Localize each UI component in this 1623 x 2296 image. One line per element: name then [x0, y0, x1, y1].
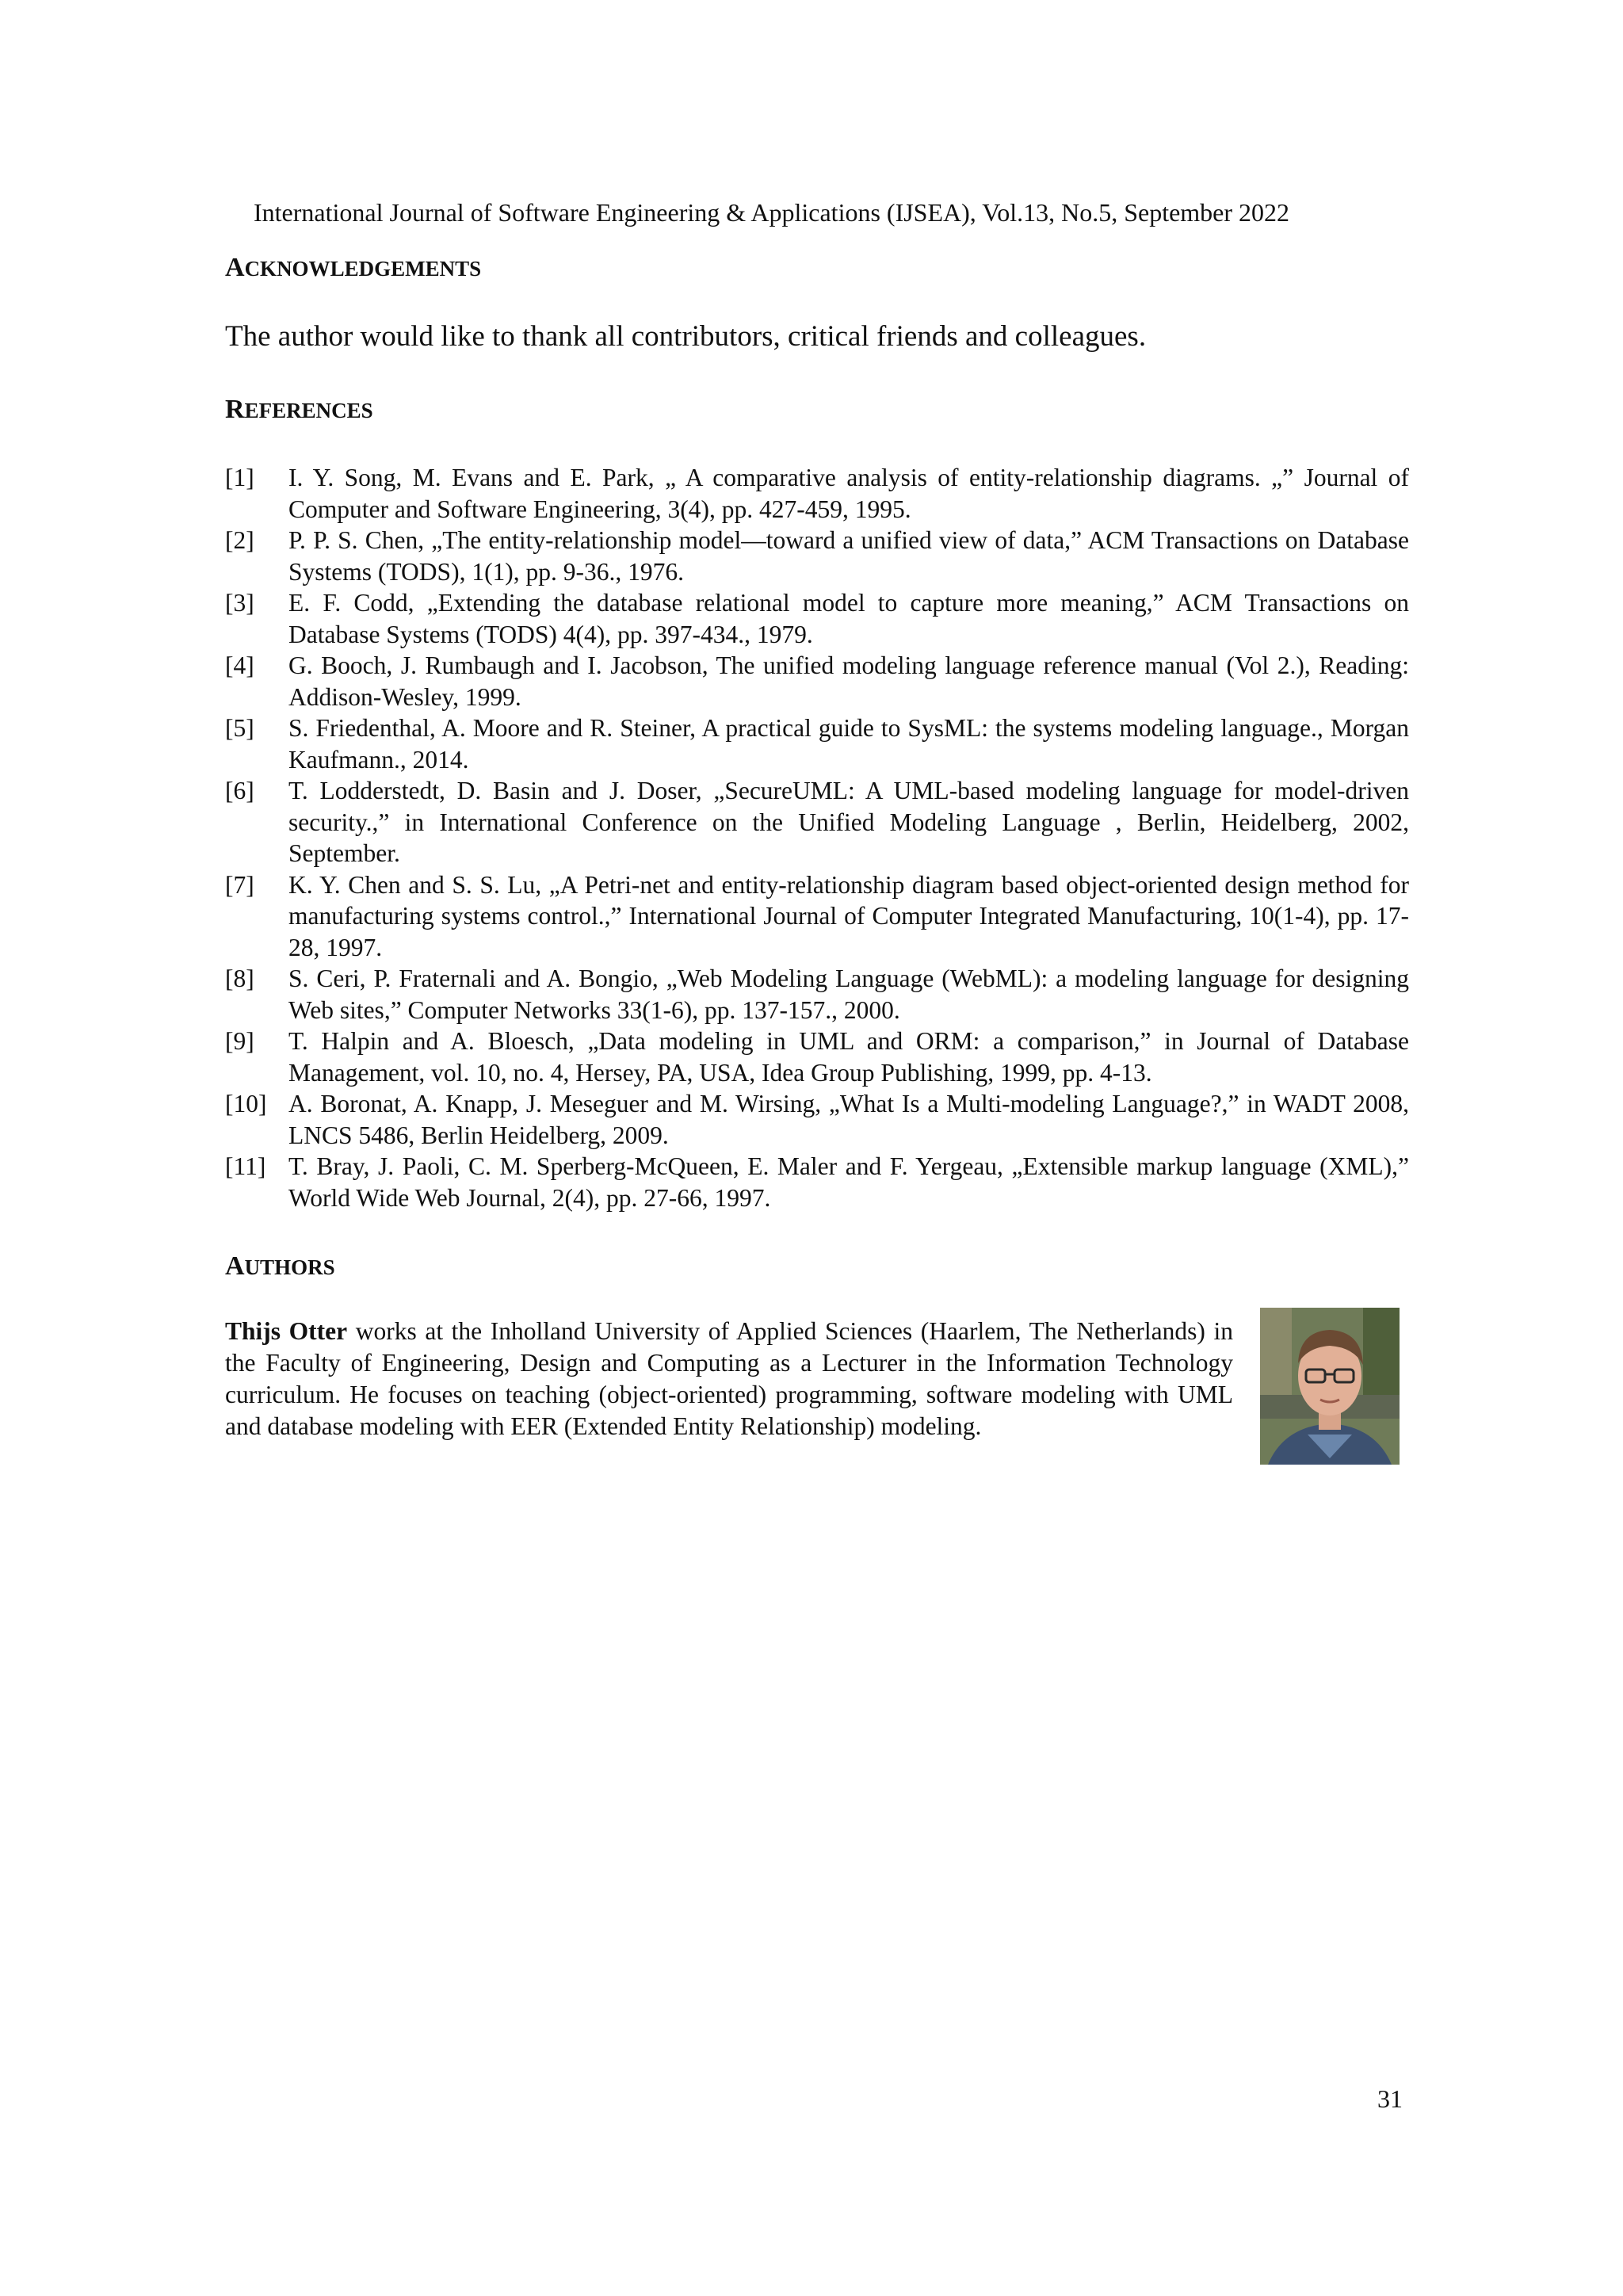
page-number: 31: [1377, 2084, 1403, 2113]
reference-text: T. Lodderstedt, D. Basin and J. Doser, „SecureUML: A UML-based modeling language for model-driven security.,” in International Conference on the Unified Modeling Language , Berlin, Heidelberg, 2002, September.: [288, 777, 1409, 867]
authors-heading: [225, 1251, 335, 1283]
author-photo: [1260, 1308, 1400, 1465]
reference-text: G. Booch, J. Rumbaugh and I. Jacobson, The unified modeling language reference manual (Vol 2.), Reading: Addison-Wesley, 1999.: [288, 651, 1409, 711]
acknowledgements-heading: [225, 252, 481, 285]
reference-item: [225, 650, 1409, 712]
reference-item: [225, 1026, 1409, 1088]
reference-item: [225, 462, 1409, 525]
author-bio: [225, 1316, 1233, 1442]
reference-text: S. Friedenthal, A. Moore and R. Steiner, A practical guide to SysML: the systems modeling language., Morgan Kaufmann., 2014.: [288, 714, 1409, 774]
reference-item: [225, 525, 1409, 587]
references-heading: [225, 394, 373, 426]
author-name: Thijs Otter: [225, 1317, 348, 1345]
authors-heading-initial: A: [225, 1251, 245, 1281]
acknowledgements-heading-initial: A: [225, 253, 245, 282]
reference-text: E. F. Codd, „Extending the database relational model to capture more meaning,” ACM Transactions on Database Systems (TODS) 4(4), pp. 397-434., 1979.: [288, 589, 1409, 648]
reference-text: T. Bray, J. Paoli, C. M. Sperberg-McQueen, E. Maler and F. Yergeau, „Extensible markup language (XML),” World Wide Web Journal, 2(4), pp. 27-66, 1997.: [288, 1152, 1409, 1212]
author-portrait-image: [1260, 1308, 1400, 1465]
reference-number: [6]: [225, 777, 254, 804]
authors-heading-rest: UTHORS: [244, 1255, 335, 1279]
reference-item: [225, 963, 1409, 1026]
reference-item: [225, 775, 1409, 869]
reference-number: [5]: [225, 714, 254, 742]
reference-number: [9]: [225, 1027, 254, 1055]
reference-text: P. P. S. Chen, „The entity-relationship model—toward a unified view of data,” ACM Transactions on Database Systems (TODS), 1(1), pp. 9-36., 1976.: [288, 526, 1409, 586]
reference-text: A. Boronat, A. Knapp, J. Meseguer and M. Wirsing, „What Is a Multi-modeling Language?,” in WADT 2008, LNCS 5486, Berlin Heidelberg, 2009.: [288, 1090, 1409, 1149]
reference-number: [2]: [225, 526, 254, 554]
acknowledgements-heading-rest: CKNOWLEDGEMENTS: [244, 257, 482, 281]
reference-text: K. Y. Chen and S. S. Lu, „A Petri-net and entity-relationship diagram based object-oriented design method for manufacturing systems control.,” International Journal of Computer Integrated Manufacturing, 10(1-4), pp. 17-28, 1997.: [288, 870, 1409, 961]
reference-text: T. Halpin and A. Bloesch, „Data modeling in UML and ORM: a comparison,” in Journal of Database Management, vol. 10, no. 4, Hersey, PA, USA, Idea Group Publishing, 1999, pp. 4-13.: [288, 1027, 1409, 1087]
references-heading-rest: EFERENCES: [244, 399, 373, 422]
acknowledgements-text: The author would like to thank all contributors, critical friends and colleagues.: [225, 320, 1147, 353]
author-bio-text: works at the Inholland University of Applied Sciences (Haarlem, The Netherlands) in the Faculty of Engineering, Design and Computing as a Lecturer in the Information Technology curriculum. He focuses on teaching (object-oriented) programming, software modeling with UML and database modeling with EER (Extended Entity Relationship) modeling.: [225, 1317, 1233, 1440]
running-header: International Journal of Software Engineering & Applications (IJSEA), Vol.13, No.5, September 2022: [254, 198, 1290, 227]
reference-number: [10]: [225, 1090, 267, 1117]
references-heading-initial: R: [225, 395, 245, 424]
reference-text: S. Ceri, P. Fraternali and A. Bongio, „Web Modeling Language (WebML): a modeling language for designing Web sites,” Computer Networks 33(1-6), pp. 137-157., 2000.: [288, 965, 1409, 1024]
reference-item: [225, 1151, 1409, 1213]
reference-number: [11]: [225, 1152, 266, 1180]
reference-list: [225, 462, 1409, 1213]
reference-number: [8]: [225, 965, 254, 992]
reference-item: [225, 587, 1409, 650]
reference-number: [1]: [225, 464, 254, 491]
reference-item: [225, 1088, 1409, 1151]
reference-item: [225, 869, 1409, 964]
reference-number: [3]: [225, 589, 254, 617]
reference-number: [4]: [225, 651, 254, 679]
reference-item: [225, 712, 1409, 775]
reference-number: [7]: [225, 870, 254, 899]
reference-text: I. Y. Song, M. Evans and E. Park, „ A comparative analysis of entity-relationship diagrams. „” Journal of Computer and Software Engineering, 3(4), pp. 427-459, 1995.: [288, 464, 1409, 523]
